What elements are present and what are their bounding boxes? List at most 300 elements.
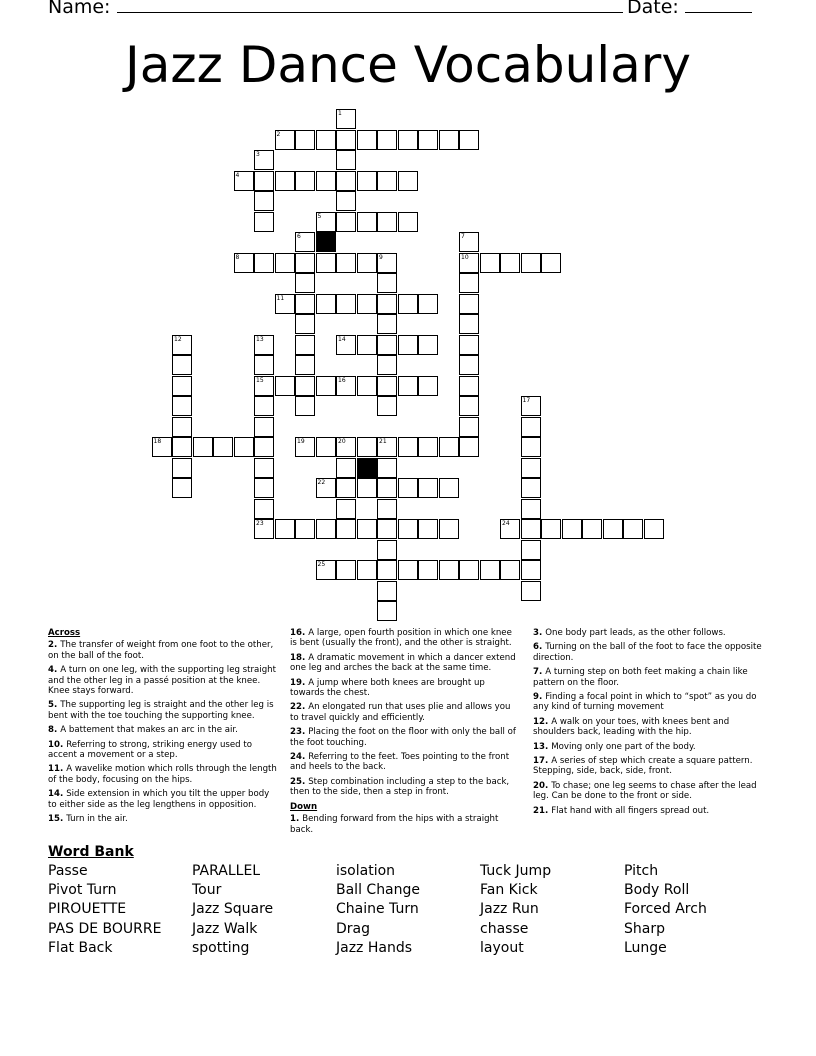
grid-cell[interactable] <box>377 601 397 621</box>
clue-text: Flat hand with all fingers spread out. <box>551 805 710 816</box>
grid-cell[interactable] <box>418 335 438 355</box>
word-bank-item: Forced Arch <box>624 901 707 918</box>
grid-cell[interactable] <box>336 109 356 129</box>
clue <box>533 692 765 713</box>
word-bank-item: Jazz Walk <box>192 920 258 937</box>
grid-cell[interactable] <box>172 396 192 416</box>
grid-cell[interactable] <box>623 519 643 539</box>
clue-text: One body part leads, as the other follows. <box>545 628 726 638</box>
grid-cell[interactable] <box>480 560 500 580</box>
clue-text: A walk on your toes, with knees bent and shoulders back, leading with the hip. <box>533 716 730 738</box>
date-label: Date: <box>627 0 679 18</box>
clue <box>48 725 278 735</box>
clue-number: 5 <box>317 212 322 220</box>
clue-number: 10 <box>461 253 469 261</box>
grid-cell[interactable] <box>541 519 561 539</box>
clue-text: An elongated run that uses plie and allows you to travel quickly and efficiently. <box>290 702 511 723</box>
clue-num: 19. <box>290 677 309 688</box>
clue <box>290 678 520 699</box>
clue-number: 20 <box>338 438 346 445</box>
grid-cell[interactable] <box>459 335 479 355</box>
grid-cell[interactable] <box>377 130 397 150</box>
grid-cell[interactable] <box>377 478 397 498</box>
clue-number: 6 <box>297 233 301 240</box>
word-bank-item: isolation <box>336 863 396 879</box>
word-bank-item: Flat Back <box>48 939 113 956</box>
grid-cell[interactable] <box>377 519 397 539</box>
grid-cell[interactable] <box>377 560 397 580</box>
grid-cell[interactable] <box>295 437 315 457</box>
grid-cell[interactable] <box>418 376 438 396</box>
grid-cell[interactable] <box>172 458 192 478</box>
clue-num: 13. <box>533 741 552 752</box>
clue-text: Turn in the air. <box>66 814 128 825</box>
clue-number: 19 <box>297 438 305 445</box>
clue-text: A turning step on both feet making a chain like pattern on the floor. <box>533 667 748 688</box>
grid-cell[interactable] <box>336 294 356 314</box>
word-bank-item: Body Roll <box>624 882 690 899</box>
grid-cell[interactable] <box>254 335 274 355</box>
clue-text: Bending forward from the hips with a straight back. <box>290 814 499 835</box>
clue <box>290 814 520 835</box>
clue-text: A large, open fourth position in which one knee is bent (usually the front), and the other is straight. <box>290 628 512 649</box>
grid-cell[interactable] <box>295 376 315 396</box>
grid-cell[interactable] <box>459 355 479 375</box>
clue <box>48 700 278 721</box>
word-bank-item: Drag <box>336 920 371 937</box>
clue-number: 9 <box>379 253 383 261</box>
grid-cell[interactable] <box>521 417 541 437</box>
grid-cell[interactable] <box>541 253 561 273</box>
word-bank-item: Jazz Run <box>480 901 539 918</box>
word-bank-item: Sharp <box>624 920 665 937</box>
clue-num: 3. <box>533 628 546 638</box>
word-bank-item: PARALLEL <box>192 863 261 879</box>
grid-cell[interactable] <box>357 335 377 355</box>
clue <box>290 777 520 798</box>
clue <box>290 702 520 723</box>
grid-cell[interactable] <box>275 519 295 539</box>
clue-number: 23 <box>256 520 264 527</box>
word-bank-item: Fan Kick <box>480 882 538 899</box>
clue-number: 3 <box>256 151 260 158</box>
grid-cell[interactable] <box>377 294 397 314</box>
clue-num: 18. <box>290 652 309 663</box>
clue <box>290 727 520 748</box>
clue-text: Placing the foot on the floor with only the ball of the foot touching. <box>290 727 516 748</box>
grid-cell[interactable] <box>336 130 356 150</box>
word-bank-item: Chaine Turn <box>336 901 419 918</box>
clue-number: 7 <box>461 233 465 240</box>
grid-cell[interactable] <box>582 519 602 539</box>
clue-text: A series of step which create a square pattern. Stepping, side, back, side, front. <box>533 756 753 777</box>
grid-cell[interactable] <box>377 376 397 396</box>
clue-number: 12 <box>174 335 182 343</box>
grid-cell[interactable] <box>521 581 541 601</box>
clue-num: 22. <box>290 702 309 713</box>
clue-text: Step combination including a step to the back, then to the side, then a step in front. <box>290 776 510 798</box>
clue <box>48 665 278 696</box>
grid-cell[interactable] <box>254 253 274 273</box>
grid-cell[interactable] <box>521 396 541 416</box>
grid-cell[interactable] <box>275 294 295 314</box>
grid-cell[interactable] <box>336 191 356 211</box>
clue-num: 2. <box>48 640 61 651</box>
clue-text: Turning on the ball of the foot to face the opposite direction. <box>533 642 762 663</box>
clue-text: Side extension in which you tilt the upper body to either side as the leg lengthens in opposition. <box>48 789 270 810</box>
clue <box>290 653 520 674</box>
word-bank-item: layout <box>480 939 524 956</box>
grid-cell[interactable] <box>439 437 459 457</box>
grid-cell[interactable] <box>377 581 397 601</box>
grid-cell[interactable] <box>275 253 295 273</box>
grid-cell[interactable] <box>234 171 254 191</box>
grid-cell[interactable] <box>336 478 356 498</box>
grid-cell[interactable] <box>234 437 254 457</box>
word-bank-column-5 <box>624 862 707 958</box>
grid-cell[interactable] <box>254 437 274 457</box>
grid-cell[interactable] <box>521 540 541 560</box>
grid-cell[interactable] <box>295 396 315 416</box>
clue-number: 22 <box>317 479 326 486</box>
grid-cell[interactable] <box>357 253 377 273</box>
grid-cell[interactable] <box>459 396 479 416</box>
grid-cell[interactable] <box>357 437 377 457</box>
clue-num: 4. <box>48 665 61 676</box>
clue <box>533 781 765 802</box>
grid-cell[interactable] <box>295 335 315 355</box>
grid-cell[interactable] <box>336 335 356 355</box>
clue-num: 11. <box>48 764 67 775</box>
grid-cell[interactable] <box>336 499 356 519</box>
grid-cell[interactable] <box>336 171 356 191</box>
grid-cell[interactable] <box>295 519 315 539</box>
grid-cell[interactable] <box>377 355 397 375</box>
grid-cell[interactable] <box>172 376 192 396</box>
clue-number: 4 <box>235 171 240 179</box>
grid-cell[interactable] <box>254 417 274 437</box>
clue <box>48 640 278 661</box>
clue-num: 7. <box>533 667 546 678</box>
grid-cell[interactable] <box>500 519 520 539</box>
grid-cell[interactable] <box>439 519 459 539</box>
grid-cell[interactable] <box>295 253 315 273</box>
grid-block <box>357 458 377 478</box>
grid-cell[interactable] <box>357 478 377 498</box>
word-bank-item: Tuck Jump <box>480 863 552 879</box>
page-title: Jazz Dance Vocabulary <box>125 36 691 94</box>
clue <box>48 814 278 824</box>
grid-cell[interactable] <box>398 478 418 498</box>
grid-cell[interactable] <box>336 560 356 580</box>
grid-cell[interactable] <box>316 130 336 150</box>
grid-cell[interactable] <box>254 499 274 519</box>
grid-cell[interactable] <box>418 519 438 539</box>
grid-cell[interactable] <box>336 150 356 170</box>
grid-cell[interactable] <box>254 519 274 539</box>
grid-cell[interactable] <box>644 519 664 539</box>
clue-num: 1. <box>290 814 303 825</box>
word-bank-item: spotting <box>192 939 250 956</box>
grid-cell[interactable] <box>295 355 315 375</box>
grid-cell[interactable] <box>398 376 418 396</box>
grid-cell[interactable] <box>357 519 377 539</box>
clue-text: A battement that makes an arc in the air. <box>60 725 238 736</box>
grid-cell[interactable] <box>377 499 397 519</box>
grid-cell[interactable] <box>336 437 356 457</box>
grid-cell[interactable] <box>521 253 541 273</box>
clue-num: 6. <box>533 642 546 653</box>
grid-cell[interactable] <box>336 212 356 232</box>
grid-cell[interactable] <box>254 458 274 478</box>
clue-num: 24. <box>290 752 309 763</box>
grid-cell[interactable] <box>254 150 274 170</box>
grid-cell[interactable] <box>521 478 541 498</box>
down-heading: Down <box>290 801 318 812</box>
grid-cell[interactable] <box>459 437 479 457</box>
grid-cell[interactable] <box>316 478 336 498</box>
clue-num: 16. <box>290 628 309 638</box>
grid-cell[interactable] <box>439 130 459 150</box>
grid-cell[interactable] <box>357 560 377 580</box>
clue-text: Referring to the feet. Toes pointing to the front and heels to the back. <box>290 752 510 773</box>
grid-cell[interactable] <box>295 314 315 334</box>
clue-number: 1 <box>338 110 342 117</box>
grid-cell[interactable] <box>398 335 418 355</box>
grid-cell[interactable] <box>377 273 397 293</box>
grid-cell[interactable] <box>459 314 479 334</box>
clue <box>533 806 765 816</box>
clue-number: 2 <box>276 130 281 138</box>
grid-cell[interactable] <box>398 294 418 314</box>
grid-cell[interactable] <box>459 417 479 437</box>
grid-cell[interactable] <box>316 519 336 539</box>
clue-text: A turn on one leg, with the supporting leg straight and the other leg in a passé position at the knee. Knee stays forward. <box>48 665 276 697</box>
clue <box>48 740 278 761</box>
grid-cell[interactable] <box>480 253 500 273</box>
grid-cell[interactable] <box>459 130 479 150</box>
grid-cell[interactable] <box>459 560 479 580</box>
grid-cell[interactable] <box>295 273 315 293</box>
clue-num: 12. <box>533 716 552 727</box>
grid-cell[interactable] <box>398 212 418 232</box>
clue <box>533 628 765 638</box>
clue-number: 13 <box>256 335 264 343</box>
word-bank-item: Jazz Square <box>192 901 274 918</box>
grid-block <box>316 232 336 252</box>
clue-number: 18 <box>153 438 162 445</box>
word-bank-column-1 <box>48 862 161 958</box>
grid-cell[interactable] <box>234 253 254 273</box>
grid-cell[interactable] <box>500 560 520 580</box>
grid-cell[interactable] <box>172 437 192 457</box>
clue-num: 8. <box>48 725 61 736</box>
grid-cell[interactable] <box>459 376 479 396</box>
clue-num: 25. <box>290 776 309 787</box>
grid-cell[interactable] <box>418 560 438 580</box>
grid-cell[interactable] <box>172 355 192 375</box>
grid-cell[interactable] <box>295 232 315 252</box>
grid-cell[interactable] <box>418 294 438 314</box>
grid-cell[interactable] <box>418 437 438 457</box>
grid-cell[interactable] <box>295 294 315 314</box>
grid-cell[interactable] <box>254 212 274 232</box>
grid-cell[interactable] <box>377 437 397 457</box>
grid-cell[interactable] <box>398 560 418 580</box>
grid-cell[interactable] <box>398 130 418 150</box>
grid-cell[interactable] <box>562 519 582 539</box>
name-label: Name: <box>48 0 111 18</box>
grid-cell[interactable] <box>316 294 336 314</box>
grid-cell[interactable] <box>377 212 397 232</box>
grid-cell[interactable] <box>254 396 274 416</box>
clue <box>290 752 520 773</box>
grid-cell[interactable] <box>152 437 172 457</box>
grid-cell[interactable] <box>521 499 541 519</box>
grid-cell[interactable] <box>295 130 315 150</box>
clue-number: 17 <box>522 397 531 404</box>
grid-cell[interactable] <box>295 171 315 191</box>
word-bank-item: Lunge <box>624 939 667 956</box>
clue <box>533 756 765 777</box>
clue-num: 5. <box>48 700 61 711</box>
clue-text: The transfer of weight from one foot to the other, on the ball of the foot. <box>48 640 274 661</box>
grid-cell[interactable] <box>459 273 479 293</box>
across-heading: Across <box>48 628 81 638</box>
word-bank-column-2 <box>192 862 273 958</box>
grid-cell[interactable] <box>398 171 418 191</box>
clue-num: 10. <box>48 739 67 750</box>
clue <box>533 742 765 752</box>
grid-cell[interactable] <box>603 519 623 539</box>
grid-cell[interactable] <box>275 376 295 396</box>
word-bank-item: chasse <box>480 920 529 937</box>
grid-cell[interactable] <box>377 396 397 416</box>
clue-number: 8 <box>235 253 240 261</box>
grid-cell[interactable] <box>398 519 418 539</box>
grid-cell[interactable] <box>254 478 274 498</box>
grid-cell[interactable] <box>377 253 397 273</box>
clue-number: 21 <box>379 438 387 445</box>
grid-cell[interactable] <box>275 171 295 191</box>
clue-number: 11 <box>276 294 285 302</box>
grid-cell[interactable] <box>172 417 192 437</box>
grid-cell[interactable] <box>521 519 541 539</box>
word-bank-item: Pitch <box>624 863 659 879</box>
grid-cell[interactable] <box>316 171 336 191</box>
clues-column-2 <box>290 628 520 839</box>
grid-cell[interactable] <box>316 560 336 580</box>
clue-text: Moving only one part of the body. <box>551 741 696 752</box>
word-bank-item: Tour <box>192 882 222 899</box>
grid-cell[interactable] <box>254 355 274 375</box>
clue-number: 25 <box>317 561 326 568</box>
grid-cell[interactable] <box>254 376 274 396</box>
word-bank-item: PIROUETTE <box>48 901 127 918</box>
grid-cell[interactable] <box>316 212 336 232</box>
clue-num: 23. <box>290 727 309 738</box>
clue-text: Finding a focal point in which to “spot” as you do any kind of turning movement <box>533 692 757 713</box>
grid-cell[interactable] <box>357 130 377 150</box>
grid-cell[interactable] <box>418 478 438 498</box>
grid-cell[interactable] <box>521 560 541 580</box>
clue-text: A wavelike motion which rolls through the length of the body, focusing on the hips. <box>48 764 277 785</box>
grid-cell[interactable] <box>316 376 336 396</box>
clue-num: 14. <box>48 789 67 800</box>
grid-cell[interactable] <box>193 437 213 457</box>
grid-cell[interactable] <box>336 458 356 478</box>
clue-number: 24 <box>502 520 510 527</box>
clue-num: 9. <box>533 692 546 703</box>
grid-cell[interactable] <box>459 253 479 273</box>
word-bank-item: Ball Change <box>336 882 421 899</box>
grid-cell[interactable] <box>521 437 541 457</box>
clue-text: A dramatic movement in which a dancer extend one leg and arches the back at the same time. <box>290 652 516 674</box>
clue-number: 16 <box>338 376 346 384</box>
grid-cell[interactable] <box>377 458 397 478</box>
word-bank-item: Pivot Turn <box>48 882 117 899</box>
grid-cell[interactable] <box>316 253 336 273</box>
word-bank-item: Passe <box>48 863 88 879</box>
grid-cell[interactable] <box>439 478 459 498</box>
clue-number: 14 <box>338 335 346 343</box>
grid-cell[interactable] <box>398 437 418 457</box>
grid-cell[interactable] <box>357 171 377 191</box>
clue <box>533 642 765 663</box>
clue-text: A jump where both knees are brought up towards the chest. <box>290 677 485 699</box>
grid-cell[interactable] <box>336 376 356 396</box>
grid-cell[interactable] <box>316 437 336 457</box>
clues-column-1 <box>48 628 278 829</box>
clue-num: 21. <box>533 805 552 816</box>
clue <box>533 667 765 688</box>
grid-cell[interactable] <box>172 478 192 498</box>
grid-cell[interactable] <box>336 519 356 539</box>
grid-cell[interactable] <box>500 253 520 273</box>
clue-num: 20. <box>533 780 552 791</box>
grid-cell[interactable] <box>377 171 397 191</box>
clue <box>48 764 278 785</box>
clue-text: The supporting leg is straight and the other leg is bent with the toe touching the supporting knee. <box>48 700 274 721</box>
grid-cell[interactable] <box>172 335 192 355</box>
grid-cell[interactable] <box>357 294 377 314</box>
clue-text: Referring to strong, striking energy used to accent a movement or a step. <box>48 739 252 761</box>
grid-cell[interactable] <box>377 540 397 560</box>
grid-cell[interactable] <box>336 253 356 273</box>
grid-cell[interactable] <box>459 294 479 314</box>
word-bank-item: PAS DE BOURRE <box>48 920 162 937</box>
grid-cell[interactable] <box>357 212 377 232</box>
clue-num: 17. <box>533 756 552 767</box>
clue-text: To chase; one leg seems to chase after the lead leg. Can be done to the front or side. <box>533 780 757 802</box>
grid-cell[interactable] <box>275 130 295 150</box>
clue-number: 15 <box>256 376 264 384</box>
grid-cell[interactable] <box>418 130 438 150</box>
grid-cell[interactable] <box>377 335 397 355</box>
grid-cell[interactable] <box>439 560 459 580</box>
grid-cell[interactable] <box>254 171 274 191</box>
grid-cell[interactable] <box>521 458 541 478</box>
grid-cell[interactable] <box>377 314 397 334</box>
word-bank-title: Word Bank <box>48 844 134 860</box>
word-bank-item: Jazz Hands <box>336 939 413 956</box>
grid-cell[interactable] <box>357 376 377 396</box>
grid-cell[interactable] <box>459 232 479 252</box>
grid-cell[interactable] <box>254 191 274 211</box>
clue <box>48 789 278 810</box>
clue-num: 15. <box>48 814 67 825</box>
grid-cell[interactable] <box>213 437 233 457</box>
